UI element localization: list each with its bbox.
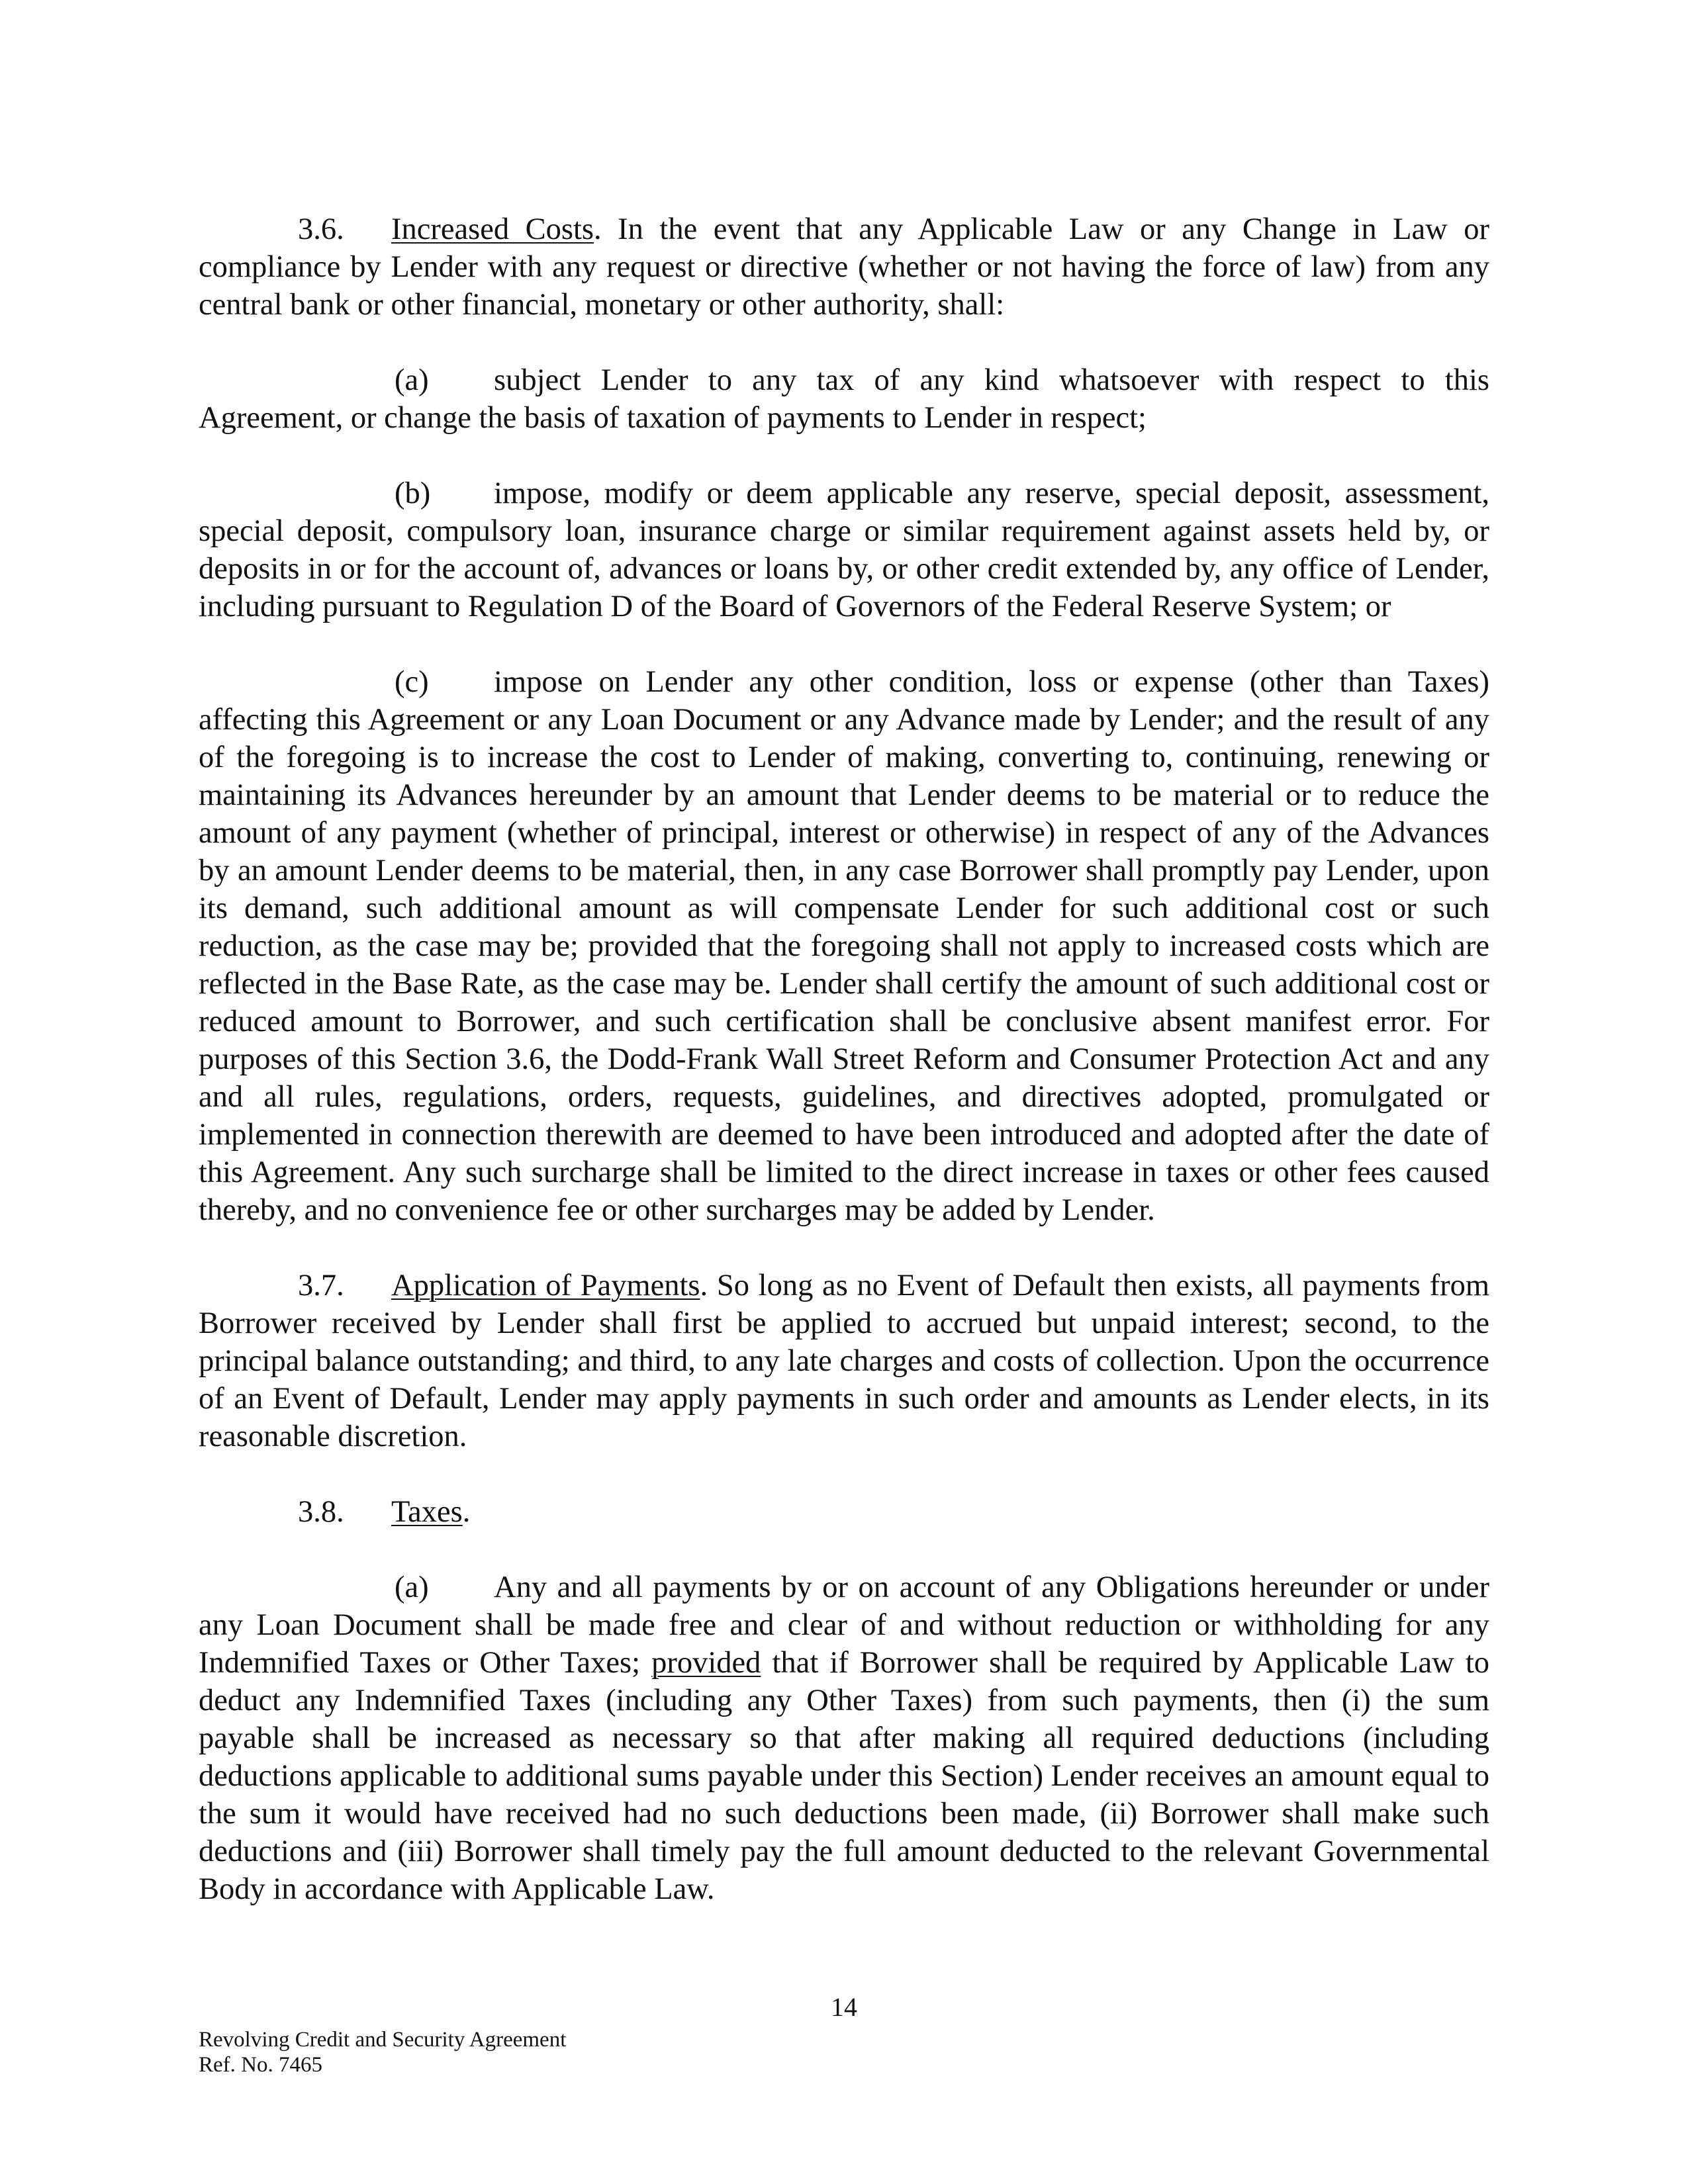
section-text: So long as no Event of Default then exists, all payments from Borrower received by Lender shall first be applied to accrued but unpaid interest; second, to the principal balance outstanding; and third, to any late charges and costs of collection. Upon the occurrence of an Event of Default, Lender may apply payments in such order and amounts as Lender elects, in its reasonable discretion. [199,1269,1489,1453]
section-heading: Taxes [391,1495,463,1529]
item-label: (c) [395,665,429,699]
section-heading: Increased Costs [391,212,594,246]
footer-title: Revolving Credit and Security Agreement [199,2028,567,2052]
item-label: (b) [395,477,431,510]
section-number: 3.7. [298,1269,344,1302]
item-emphasis: provided [651,1646,761,1680]
section-heading: Application of Payments [391,1269,700,1302]
section-3-6-item-c [199,663,1489,1229]
item-text: impose, modify or deem applicable any reserve, special deposit, assessment, special deposit, compulsory loan, insurance charge or similar requirement against assets held by, or deposits in or for the account of, advances or loans by, or other credit extended by, any office of Lender, including pursuant to Regulation D of the Board of Governors of the Federal Reserve System; or [199,477,1489,623]
item-label: (a) [395,1570,429,1604]
section-number: 3.8. [298,1495,344,1529]
page-number: 14 [831,1992,857,2022]
item-text: subject Lender to any tax of any kind whatsoever with respect to this Agreement, or change the basis of taxation of payments to Lender in respect; [199,363,1489,435]
footer-ref: Ref. No. 7465 [199,2053,322,2077]
section-3-7 [199,1267,1489,1455]
section-3-8-heading [199,1493,1489,1531]
heading-punctuation: . [700,1269,708,1302]
page-body [199,210,1489,1908]
section-3-8-item-a [199,1569,1489,1908]
section-number: 3.6. [298,212,344,246]
heading-punctuation: . [594,212,602,246]
item-text-after: that if Borrower shall be required by Applicable Law to deduct any Indemnified Taxes (including any Other Taxes) from such payments, then (i) the sum payable shall be increased as necessary so that after making all required deductions (including deductions applicable to additional sums payable under this Section) Lender receives an amount equal to the sum it would have received had no such deductions been made, (ii) Borrower shall make such deductions and (iii) Borrower shall timely pay the full amount deducted to the relevant Governmental Body in accordance with Applicable Law. [199,1646,1489,1906]
item-label: (a) [395,363,429,397]
heading-punctuation: . [462,1495,471,1529]
section-text: In the event that any Applicable Law or any Change in Law or compliance by Lender with any request or directive (whether or not having the force of law) from any central bank or other financial, monetary or other authority, shall: [199,212,1489,322]
section-3-6-item-b [199,475,1489,625]
document-footer [199,2027,566,2077]
section-3-6-intro [199,210,1489,324]
item-text-before: Any and all payments by or on account of any Obligations hereunder or under any Loan Document shall be made free and clear of and without reduction or withholding for any Indemnified Taxes or Other Taxes; [199,1570,1489,1680]
section-3-6-item-a [199,361,1489,437]
item-text: impose on Lender any other condition, loss or expense (other than Taxes) affecting this Agreement or any Loan Document or any Advance made by Lender; and the result of any of the foregoing is to increase the cost to Lender of making, converting to, continuing, renewing or maintaining its Advances hereunder by an amount that Lender deems to be material or to reduce the amount of any payment (whether of principal, interest or otherwise) in respect of any of the Advances by an amount Lender deems to be material, then, in any case Borrower shall promptly pay Lender, upon its demand, such additional amount as will compensate Lender for such additional cost or such reduction, as the case may be; provided that the foregoing shall not apply to increased costs which are reflected in the Base Rate, as the case may be. Lender shall certify the amount of such additional cost or reduced amount to Borrower, and such certification shall be conclusive absent manifest error. For purposes of this Section 3.6, the Dodd-Frank Wall Street Reform and Consumer Protection Act and any and all rules, regulations, orders, requests, guidelines, and directives adopted, promulgated or implemented in connection therewith are deemed to have been introduced and adopted after the date of this Agreement. Any such surcharge shall be limited to the direct increase in taxes or other fees caused thereby, and no convenience fee or other surcharges may be added by Lender. [199,665,1489,1227]
